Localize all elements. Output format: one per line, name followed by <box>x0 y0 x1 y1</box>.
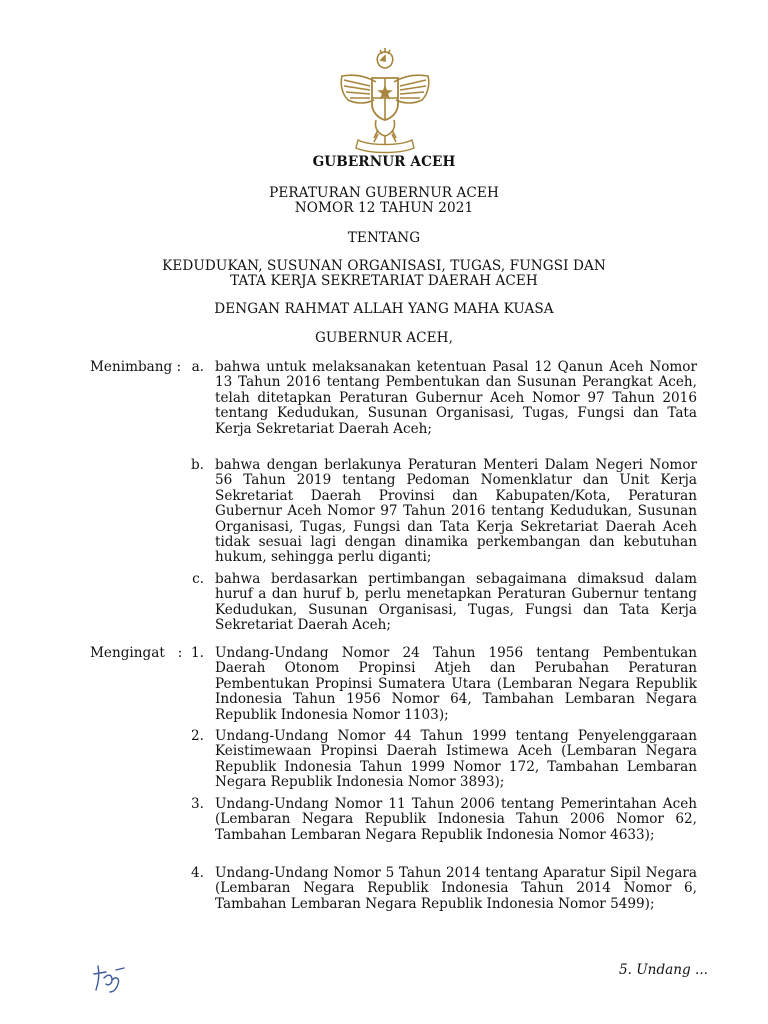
continuation-note: 5. Undang ... <box>618 962 708 978</box>
considering-label: Menimbang : <box>90 359 182 375</box>
item-text: Undang-Undang Nomor 5 Tahun 2014 tentang Aparatur Sipil Negara (Lembaran Negara Republik Indonesia Tahun 2014 Nomor 6, Tambahan Lembaran Negara Republik Indonesia Nomor 5499); <box>215 865 697 912</box>
subject-line-2: TATA KERJA SEKRETARIAT DAERAH ACEH <box>230 273 538 289</box>
regulation-number: NOMOR 12 TAHUN 2021 <box>294 200 474 216</box>
subject-line-1: KEDUDUKAN, SUSUNAN ORGANISASI, TUGAS, FUNGSI DAN <box>162 258 606 274</box>
item-text: Undang-Undang Nomor 11 Tahun 2006 tentang Pemerintahan Aceh (Lembaran Negara Republik Indonesia Tahun 2006 Nomor 62, Tambahan Lembaran Negara Republik Indonesia Nomor 4633); <box>215 796 697 843</box>
item-text: Undang-Undang Nomor 24 Tahun 1956 tentang Pembentukan Daerah Otonom Propinsi Atjeh dan Perubahan Peraturan Pembentukan Propinsi Sumatera Utara (Lembaran Negara Republik Indonesia Tahun 1956 Nomor 64, Tambahan Lembaran Negara Republik Indonesia Nomor 1103); <box>215 645 697 723</box>
item-text: bahwa berdasarkan pertimbangan sebagaimana dimaksud dalam huruf a dan huruf b, perlu menetapkan Peraturan Gubernur tentang Kedudukan, Susunan Organisasi, Tugas, Fungsi dan Tata Kerja Sekretariat Daerah Aceh; <box>215 571 697 634</box>
governor-label: GUBERNUR ACEH, <box>314 330 454 346</box>
item-text: bahwa dengan berlakunya Peraturan Menteri Dalam Negeri Nomor 56 Tahun 2019 tentang Pedoman Nomenklatur dan Unit Kerja Sekretariat Daerah Provinsi dan Kabupaten/Kota, Peraturan Gubernur Aceh Nomor 97 Tahun 2016 tentang Kedudukan, Susunan Organisasi, Tugas, Fungsi dan Tata Kerja Sekretariat Daerah Aceh tidak sesuai lagi dengan dinamika perkembangan dan kebutuhan hukum, sehingga perlu diganti; <box>215 457 697 566</box>
item-marker: 3. <box>191 796 204 812</box>
item-marker: 2. <box>191 728 204 744</box>
item-marker: b. <box>190 457 204 473</box>
regulation-title: PERATURAN GUBERNUR ACEH <box>269 185 499 201</box>
garuda-emblem-icon <box>330 46 440 156</box>
item-text: Undang-Undang Nomor 44 Tahun 1999 tentang Penyelenggaraan Keistimewaan Propinsi Daerah Istimewa Aceh (Lembaran Negara Republik Indonesia Tahun 1999 Nomor 172, Tambahan Lembaran Negara Republik Indonesia Nomor 3893); <box>215 728 697 791</box>
item-text: bahwa untuk melaksanakan ketentuan Pasal 12 Qanun Aceh Nomor 13 Tahun 2016 tentang Pembentukan dan Susunan Perangkat Aceh, telah ditetapkan Peraturan Gubernur Aceh Nomor 97 Tahun 2016 tentang Kedudukan, Susunan Organisasi, Tugas, Fungsi dan Tata Kerja Sekretariat Daerah Aceh; <box>215 359 697 437</box>
invocation: DENGAN RAHMAT ALLAH YANG MAHA KUASA <box>214 301 554 317</box>
recalling-label: Mengingat : <box>90 645 183 661</box>
item-marker: 1. <box>191 645 204 661</box>
about-label: TENTANG <box>347 230 421 246</box>
item-marker: a. <box>191 359 204 375</box>
issuer-heading: GUBERNUR ACEH <box>312 154 456 170</box>
item-marker: c. <box>192 571 204 587</box>
item-marker: 4. <box>191 865 204 881</box>
initial-signature-icon <box>90 956 130 996</box>
